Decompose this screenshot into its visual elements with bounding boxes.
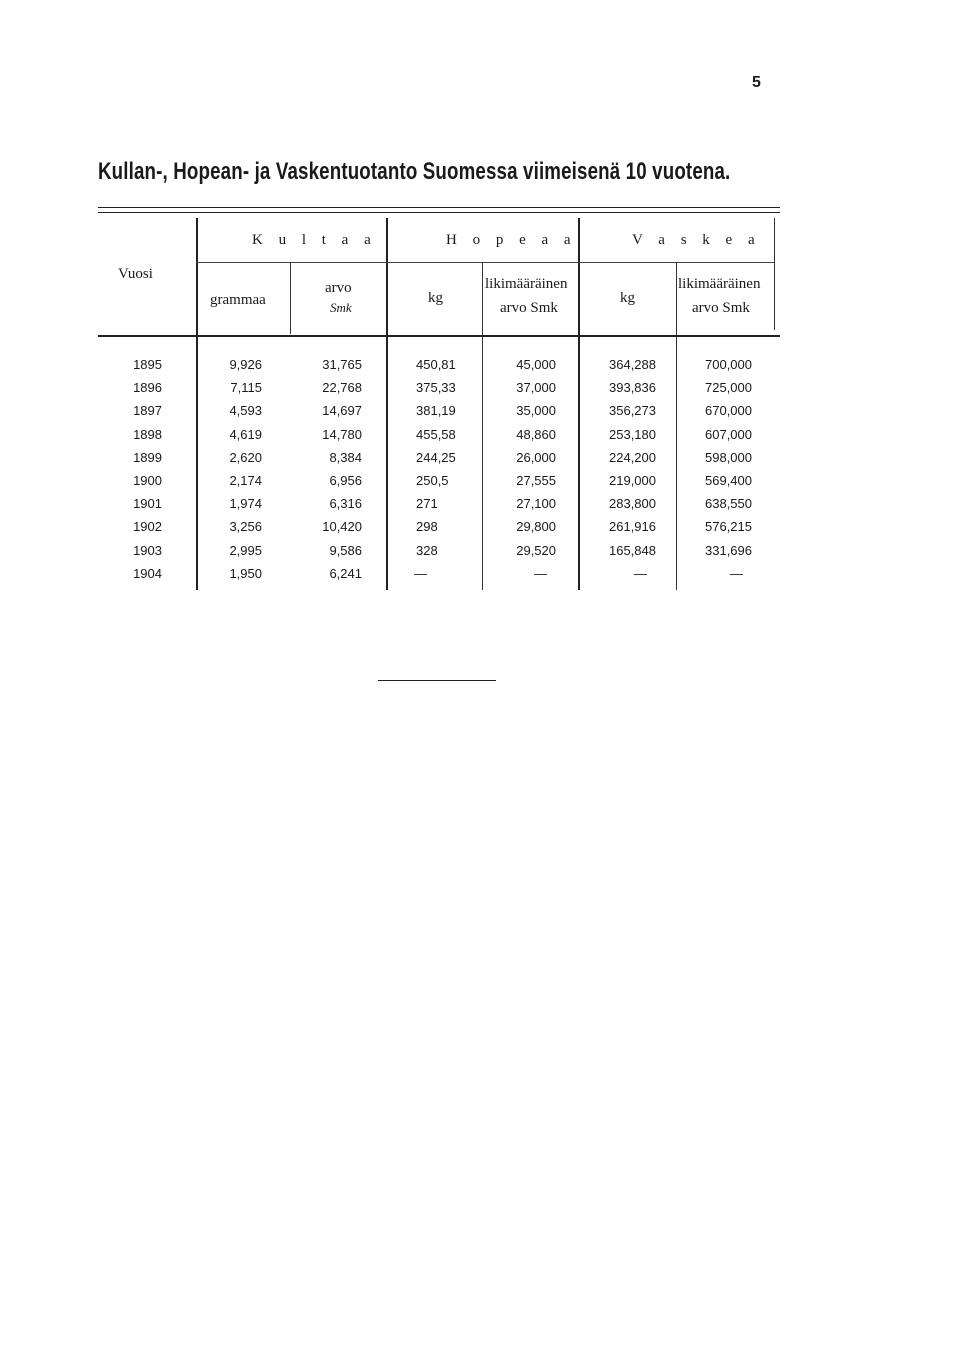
cell-gold-grams: 2,620	[229, 449, 262, 465]
cell-gold-grams: 4,593	[229, 403, 262, 419]
col-divider-gold-inner	[290, 262, 291, 334]
cell-copper-kg: 356,273	[609, 403, 656, 419]
cell-copper-value: —	[730, 565, 743, 581]
cell-gold-grams: 2,174	[229, 473, 262, 488]
col-header-copper-value: likimääräinen	[678, 276, 761, 292]
cell-silver-value: 29,800	[516, 519, 556, 535]
col-header-silver-value: likimääräinen	[485, 276, 568, 292]
cell-silver-kg: 381,19	[416, 403, 456, 419]
cell-copper-kg: 219,000	[609, 473, 656, 488]
cell-copper-value: 638,550	[705, 496, 752, 512]
col-divider-right	[774, 218, 775, 330]
cell-silver-kg: —	[414, 565, 427, 581]
col-header-copper-value2: arvo Smk	[692, 300, 750, 316]
cell-year: 1900	[133, 473, 162, 488]
cell-copper-kg: 224,200	[609, 449, 656, 465]
cell-gold-value: 6,241	[329, 565, 362, 581]
cell-gold-grams: 7,115	[230, 380, 262, 396]
col-divider-gold	[386, 218, 388, 590]
col-header-gold-value: arvo	[325, 280, 352, 296]
cell-year: 1904	[133, 565, 162, 581]
cell-silver-value: 29,520	[516, 542, 556, 558]
cell-gold-grams: 3,256	[229, 519, 262, 535]
cell-gold-grams: 1,974	[229, 496, 262, 512]
group-underline-gold	[196, 262, 386, 263]
cell-year: 1898	[133, 426, 162, 442]
cell-silver-value: 35,000	[516, 403, 556, 419]
cell-copper-kg: 283,800	[609, 496, 656, 512]
page-title: Kullan-, Hopean- ja Vaskentuotanto Suomessa viimeisenä 10 vuotena.	[98, 158, 731, 185]
cell-copper-value: 331,696	[705, 542, 752, 558]
cell-silver-value: 27,100	[516, 496, 556, 512]
cell-year: 1896	[133, 380, 162, 396]
col-header-silver-value2: arvo Smk	[500, 300, 558, 316]
cell-gold-value: 6,316	[329, 496, 362, 512]
cell-year: 1903	[133, 542, 162, 558]
table-rule-top	[98, 207, 780, 208]
cell-gold-grams: 1,950	[229, 565, 262, 581]
cell-silver-kg: 271	[416, 496, 438, 512]
cell-gold-value: 22,768	[322, 380, 362, 396]
cell-silver-kg: 455,58	[416, 426, 456, 442]
cell-gold-value: 6,956	[329, 473, 362, 488]
col-divider-silver-inner	[482, 262, 483, 590]
col-header-year: Vuosi	[118, 266, 153, 282]
cell-copper-value: 670,000	[705, 403, 752, 419]
cell-year: 1895	[133, 357, 162, 372]
bottom-separator	[378, 680, 496, 681]
col-header-copper-kg: kg	[620, 290, 635, 306]
cell-silver-value: —	[534, 565, 547, 581]
cell-gold-grams: 4,619	[229, 426, 262, 442]
cell-silver-value: 27,555	[516, 473, 556, 488]
col-header-gold-unit: Smk	[330, 300, 352, 315]
cell-gold-grams: 2,995	[229, 542, 262, 558]
cell-gold-value: 9,586	[329, 542, 362, 558]
header-rule	[98, 335, 780, 337]
cell-copper-kg: 261,916	[609, 519, 656, 535]
cell-silver-value: 37,000	[516, 380, 556, 396]
cell-silver-kg: 298	[416, 519, 438, 535]
col-divider-silver	[578, 218, 580, 590]
page-number: 5	[752, 74, 761, 91]
group-header-hopeaa: H o p e a a	[446, 232, 577, 248]
cell-silver-kg: 375,33	[416, 380, 456, 396]
cell-copper-kg: —	[634, 565, 647, 581]
cell-copper-kg: 364,288	[609, 357, 656, 372]
table-rule-top-double	[98, 212, 780, 213]
cell-gold-value: 10,420	[322, 519, 362, 535]
cell-silver-kg: 450,81	[416, 357, 456, 372]
cell-gold-value: 14,697	[322, 403, 362, 419]
group-underline-copper	[578, 262, 774, 263]
cell-silver-value: 26,000	[516, 449, 556, 465]
cell-copper-value: 725,000	[705, 380, 752, 396]
cell-copper-kg: 253,180	[609, 426, 656, 442]
cell-year: 1897	[133, 403, 162, 419]
cell-year: 1902	[133, 519, 162, 535]
cell-silver-value: 48,860	[516, 426, 556, 442]
col-header-gold-grams: grammaa	[210, 292, 266, 308]
cell-copper-kg: 393,836	[609, 380, 656, 396]
cell-copper-value: 569,400	[705, 473, 752, 488]
cell-silver-value: 45,000	[516, 357, 556, 372]
cell-gold-value: 8,384	[329, 449, 362, 465]
group-header-vaskea: V a s k e a	[632, 232, 761, 248]
group-underline-silver	[386, 262, 578, 263]
col-header-silver-kg: kg	[428, 290, 443, 306]
cell-copper-value: 700,000	[705, 357, 752, 372]
cell-copper-value: 607,000	[705, 426, 752, 442]
group-header-kultaa: K u l t a a	[252, 232, 377, 248]
col-divider-year	[196, 218, 198, 590]
cell-copper-value: 598,000	[705, 449, 752, 465]
cell-gold-grams: 9,926	[229, 357, 262, 372]
cell-year: 1899	[133, 449, 162, 465]
cell-year: 1901	[133, 496, 162, 512]
cell-silver-kg: 244,25	[416, 449, 456, 465]
cell-silver-kg: 250,5	[416, 473, 449, 488]
cell-copper-kg: 165,848	[609, 542, 656, 558]
cell-gold-value: 31,765	[322, 357, 362, 372]
cell-gold-value: 14,780	[322, 426, 362, 442]
cell-silver-kg: 328	[416, 542, 438, 558]
col-divider-copper-inner	[676, 262, 677, 590]
cell-copper-value: 576,215	[705, 519, 752, 535]
